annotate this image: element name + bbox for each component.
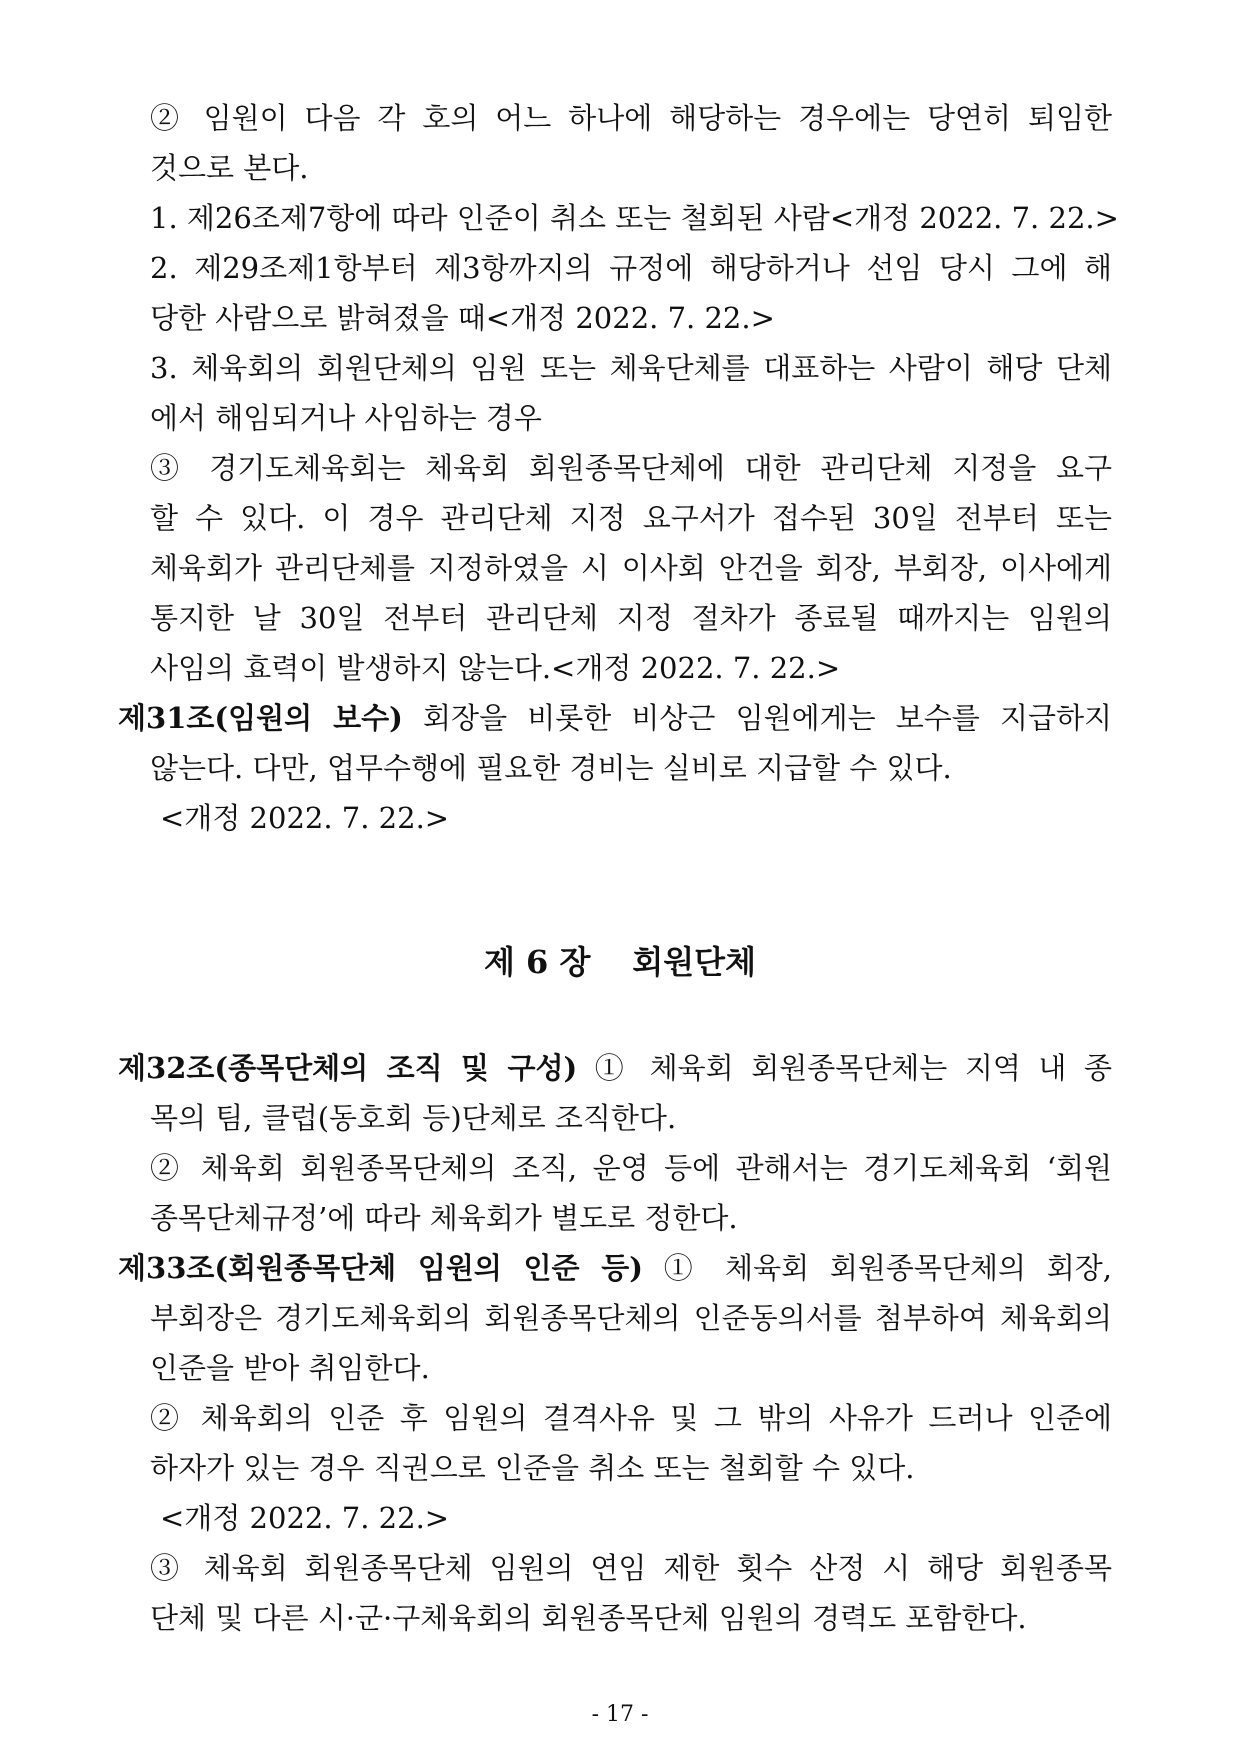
article30-para3-line1: ③ 경기도체육회는 체육회 회원종목단체에 대한 관리단체 지정을 요구	[150, 451, 1112, 485]
article33-para2-line1: ② 체육회의 인준 후 임원의 결격사유 및 그 밖의 사유가 드러나 인준에	[150, 1401, 1112, 1435]
article30-item2-line1: 2. 제29조제1항부터 제3항까지의 규정에 해당하거나 선임 당시 그에 해	[150, 251, 1112, 285]
chapter-number: 제 6 장	[483, 943, 591, 981]
article33-line3: 인준을 받아 취임한다.	[150, 1351, 430, 1385]
article30-para3-line2: 할 수 있다. 이 경우 관리단체 지정 요구서가 접수된 30일 전부터 또는	[150, 501, 1112, 535]
page-number: - 17 -	[591, 1702, 649, 1727]
article32-line2: 목의 팀, 클럽(동호회 등)단체로 조직한다.	[150, 1101, 677, 1135]
article30-para2-line1: ② 임원이 다음 각 호의 어느 하나에 해당하는 경우에는 당연히 퇴임한	[150, 101, 1112, 135]
article33-line1	[118, 1248, 1112, 1288]
article31-line1	[118, 698, 1112, 738]
article33-line2: 부회장은 경기도체육회의 회원종목단체의 인준동의서를 첨부하여 체육회의	[150, 1301, 1112, 1335]
chapter-title: 회원단체	[632, 943, 757, 981]
article33-amendment: <개정 2022. 7. 22.>	[160, 1501, 450, 1535]
article30-para3-line3: 체육회가 관리단체를 지정하였을 시 이사회 안건을 회장, 부회장, 이사에게	[150, 551, 1112, 585]
article32-para2-line1: ② 체육회 회원종목단체의 조직, 운영 등에 관해서는 경기도체육회 ‘회원	[150, 1151, 1112, 1185]
article31-amendment: <개정 2022. 7. 22.>	[160, 801, 450, 835]
article30-para3-line5: 사임의 효력이 발생하지 않는다.<개정 2022. 7. 22.>	[150, 651, 841, 685]
article31-text1: 회장을 비롯한 비상근 임원에게는 보수를 지급하지	[423, 701, 1112, 735]
chapter-heading	[0, 940, 1240, 984]
article33-text1: ① 체육회 회원종목단체의 회장,	[663, 1251, 1112, 1285]
article32-line1	[118, 1048, 1112, 1088]
article30-item3-line1: 3. 체육회의 회원단체의 임원 또는 체육단체를 대표하는 사람이 해당 단체	[150, 351, 1112, 385]
article30-item2-line2: 당한 사람으로 밝혀졌을 때<개정 2022. 7. 22.>	[150, 301, 775, 335]
article31-heading: 제31조(임원의 보수)	[118, 701, 403, 735]
article33-para2-line2: 하자가 있는 경우 직권으로 인준을 취소 또는 철회할 수 있다.	[150, 1451, 915, 1485]
article33-para3-line2: 단체 및 다른 시·군·구체육회의 회원종목단체 임원의 경력도 포함한다.	[150, 1601, 1027, 1635]
article30-item3-line2: 에서 해임되거나 사임하는 경우	[150, 401, 542, 435]
article30-para2-line2: 것으로 본다.	[150, 151, 309, 185]
article31-line2: 않는다. 다만, 업무수행에 필요한 경비는 실비로 지급할 수 있다.	[150, 751, 952, 785]
article33-para3-line1: ③ 체육회 회원종목단체 임원의 연임 제한 횟수 산정 시 해당 회원종목	[150, 1551, 1112, 1585]
article32-para2-line2: 종목단체규정’에 따라 체육회가 별도로 정한다.	[150, 1201, 738, 1235]
article32-heading: 제32조(종목단체의 조직 및 구성)	[118, 1051, 578, 1085]
article32-text1: ① 체육회 회원종목단체는 지역 내 종	[594, 1051, 1113, 1085]
article33-heading: 제33조(회원종목단체 임원의 인준 등)	[118, 1251, 643, 1285]
article30-item1: 1. 제26조제7항에 따라 인준이 취소 또는 철회된 사람<개정 2022. 7. 22.>	[150, 201, 1119, 235]
article30-para3-line4: 통지한 날 30일 전부터 관리단체 지정 절차가 종료될 때까지는 임원의	[150, 601, 1112, 635]
